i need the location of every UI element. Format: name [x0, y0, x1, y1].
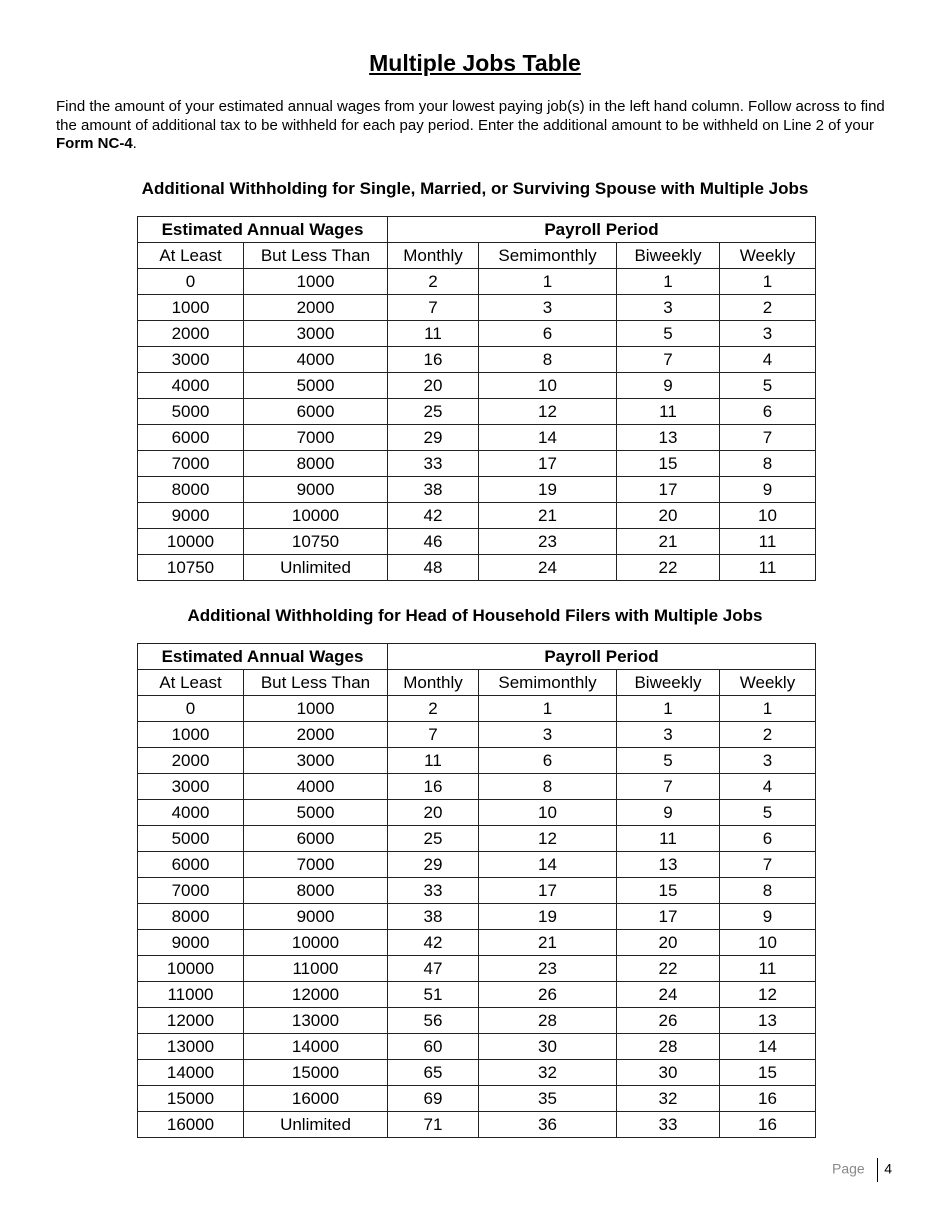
table-cell: 11 [720, 555, 816, 581]
table-cell: 7000 [244, 425, 388, 451]
table-cell: 23 [479, 956, 617, 982]
table-row [138, 425, 816, 451]
table-row [138, 800, 816, 826]
table-cell: 42 [388, 503, 479, 529]
table-cell: 2000 [244, 295, 388, 321]
table-cell: 9 [617, 373, 720, 399]
table-cell: 7 [720, 425, 816, 451]
table-row [138, 321, 816, 347]
table-cell: 5000 [138, 399, 244, 425]
table-cell: 8 [720, 878, 816, 904]
table-cell: 10 [479, 373, 617, 399]
table-cell: 13 [617, 425, 720, 451]
intro-paragraph [56, 98, 898, 154]
table-cell: 12 [479, 399, 617, 425]
table-cell: 3 [720, 321, 816, 347]
table-cell: 16 [720, 1112, 816, 1138]
table-cell: 14000 [244, 1034, 388, 1060]
table-cell: 6 [720, 826, 816, 852]
head-of-household-table [137, 643, 816, 1138]
table-cell: 5 [720, 373, 816, 399]
column-header: Biweekly [617, 670, 720, 696]
table-row [138, 722, 816, 748]
table-cell: 28 [479, 1008, 617, 1034]
table-cell: 15 [720, 1060, 816, 1086]
table-cell: 35 [479, 1086, 617, 1112]
table-cell: 10000 [244, 503, 388, 529]
table-row [138, 1112, 816, 1138]
table-cell: 11 [720, 529, 816, 555]
payroll-group-header: Payroll Period [388, 644, 816, 670]
table-cell: 15 [617, 451, 720, 477]
table-cell: 71 [388, 1112, 479, 1138]
page-label: Page [832, 1160, 865, 1177]
table-row [138, 696, 816, 722]
table-cell: 26 [617, 1008, 720, 1034]
table2-title: Additional Withholding for Head of Household Filers with Multiple Jobs [187, 606, 763, 625]
table-cell: 36 [479, 1112, 617, 1138]
table-cell: 3 [720, 748, 816, 774]
column-header-row [138, 243, 816, 269]
table-cell: 13000 [138, 1034, 244, 1060]
table-cell: 3000 [138, 347, 244, 373]
table-cell: 20 [388, 373, 479, 399]
table-cell: 7 [388, 295, 479, 321]
table-cell: 21 [479, 503, 617, 529]
column-header-row [138, 670, 816, 696]
table-cell: 9000 [138, 930, 244, 956]
table-cell: 0 [138, 269, 244, 295]
payroll-group-header: Payroll Period [388, 217, 816, 243]
column-header: Biweekly [617, 243, 720, 269]
table-cell: 20 [388, 800, 479, 826]
page-number: 4 [884, 1160, 892, 1177]
table-cell: 20 [617, 503, 720, 529]
wages-group-header: Estimated Annual Wages [138, 217, 388, 243]
table-cell: 1 [617, 696, 720, 722]
table-cell: 11 [617, 399, 720, 425]
table-cell: 7 [720, 852, 816, 878]
table-cell: 6000 [244, 826, 388, 852]
table-cell: 1 [617, 269, 720, 295]
table-cell: 12 [479, 826, 617, 852]
table-cell: 1 [720, 269, 816, 295]
table-cell: 2 [720, 295, 816, 321]
table-row [138, 451, 816, 477]
table-cell: 2 [388, 269, 479, 295]
table-cell: 28 [617, 1034, 720, 1060]
table-row [138, 1060, 816, 1086]
table-cell: 48 [388, 555, 479, 581]
table-row [138, 269, 816, 295]
table-cell: 19 [479, 477, 617, 503]
table-row [138, 1086, 816, 1112]
table-cell: 21 [617, 529, 720, 555]
table-cell: 10750 [138, 555, 244, 581]
table-cell: 7000 [244, 852, 388, 878]
footer-divider [877, 1158, 879, 1182]
table-row [138, 503, 816, 529]
column-header: At Least [138, 243, 244, 269]
form-reference: Form NC-4 [56, 135, 133, 152]
table-cell: 26 [479, 982, 617, 1008]
table-cell: 15000 [138, 1086, 244, 1112]
table-row [138, 1034, 816, 1060]
table-cell: 4 [720, 347, 816, 373]
table-cell: 16 [388, 774, 479, 800]
table-cell: 32 [617, 1086, 720, 1112]
column-header: Weekly [720, 670, 816, 696]
table-cell: 11 [388, 321, 479, 347]
table-cell: 19 [479, 904, 617, 930]
table-cell: 1000 [138, 295, 244, 321]
table-cell: 69 [388, 1086, 479, 1112]
table-cell: 9000 [138, 503, 244, 529]
table-cell: 7 [617, 774, 720, 800]
table-cell: 2000 [138, 321, 244, 347]
table-row [138, 477, 816, 503]
table-cell: 11 [388, 748, 479, 774]
table-cell: 38 [388, 477, 479, 503]
table-cell: 6000 [244, 399, 388, 425]
table-cell: 1000 [138, 722, 244, 748]
table-cell: 8000 [138, 477, 244, 503]
table-cell: 11 [720, 956, 816, 982]
table-cell: 4000 [244, 347, 388, 373]
table-cell: 16 [720, 1086, 816, 1112]
table-cell: 17 [479, 451, 617, 477]
column-header: Weekly [720, 243, 816, 269]
table-cell: 2 [720, 722, 816, 748]
table-cell: 6000 [138, 852, 244, 878]
table-cell: 3 [479, 722, 617, 748]
table-cell: 21 [479, 930, 617, 956]
table-cell: 25 [388, 826, 479, 852]
table-cell: 5000 [138, 826, 244, 852]
table-cell: 1000 [244, 269, 388, 295]
table-cell: 8000 [138, 904, 244, 930]
table-row [138, 956, 816, 982]
table-cell: 56 [388, 1008, 479, 1034]
table-cell: 30 [617, 1060, 720, 1086]
table-cell: 8 [479, 774, 617, 800]
table-cell: 38 [388, 904, 479, 930]
table-cell: 2000 [138, 748, 244, 774]
table-row [138, 555, 816, 581]
table-cell: 7 [617, 347, 720, 373]
table-cell: 6 [479, 748, 617, 774]
table-cell: 24 [479, 555, 617, 581]
table-cell: 1 [479, 269, 617, 295]
table1-title: Additional Withholding for Single, Married, or Surviving Spouse with Multiple Jobs [141, 179, 809, 198]
table-cell: 16000 [138, 1112, 244, 1138]
table-cell: 22 [617, 555, 720, 581]
column-header: But Less Than [244, 243, 388, 269]
intro-text: Find the amount of your estimated annual wages from your lowest paying job(s) in the left hand column. Follow across to find the amount of additional tax to be withheld for each pay period. Enter the additional amount to be withheld on Line 2 of your [56, 98, 885, 134]
table-cell: 24 [617, 982, 720, 1008]
table-cell: 23 [479, 529, 617, 555]
table-cell: 5 [617, 748, 720, 774]
table-cell: 16 [388, 347, 479, 373]
table-cell: Unlimited [244, 555, 388, 581]
column-header: Monthly [388, 243, 479, 269]
table-row [138, 373, 816, 399]
table-row [138, 1008, 816, 1034]
table-cell: 10000 [138, 529, 244, 555]
table-cell: 25 [388, 399, 479, 425]
table-cell: 12000 [244, 982, 388, 1008]
table-cell: 9000 [244, 477, 388, 503]
table-cell: 22 [617, 956, 720, 982]
table-cell: 2 [388, 696, 479, 722]
table-cell: 51 [388, 982, 479, 1008]
intro-end: . [132, 135, 137, 152]
table-cell: 2000 [244, 722, 388, 748]
table-row [138, 878, 816, 904]
table-cell: 15 [617, 878, 720, 904]
table-cell: 10 [720, 930, 816, 956]
table-cell: 15000 [244, 1060, 388, 1086]
column-header: Monthly [388, 670, 479, 696]
table-cell: 3000 [244, 321, 388, 347]
table-cell: 6 [479, 321, 617, 347]
table-cell: 17 [617, 904, 720, 930]
column-header: At Least [138, 670, 244, 696]
table-cell: 10 [479, 800, 617, 826]
table-cell: 6000 [138, 425, 244, 451]
table-cell: 11 [617, 826, 720, 852]
table-row [138, 852, 816, 878]
table-cell: 9 [617, 800, 720, 826]
table-cell: 3 [617, 722, 720, 748]
table-cell: 33 [388, 878, 479, 904]
table-cell: 33 [388, 451, 479, 477]
column-header: But Less Than [244, 670, 388, 696]
table-cell: 17 [617, 477, 720, 503]
table-cell: 12 [720, 982, 816, 1008]
table-cell: 42 [388, 930, 479, 956]
table-cell: 29 [388, 852, 479, 878]
table-cell: 5 [720, 800, 816, 826]
wages-group-header: Estimated Annual Wages [138, 644, 388, 670]
table-row [138, 774, 816, 800]
table-cell: Unlimited [244, 1112, 388, 1138]
table-cell: 14 [479, 852, 617, 878]
table-row [138, 295, 816, 321]
table-cell: 1 [479, 696, 617, 722]
table-cell: 4 [720, 774, 816, 800]
table-cell: 9000 [244, 904, 388, 930]
table-cell: 8000 [244, 451, 388, 477]
table-cell: 1000 [244, 696, 388, 722]
table-cell: 10000 [138, 956, 244, 982]
table-cell: 9 [720, 904, 816, 930]
table-cell: 30 [479, 1034, 617, 1060]
table-row [138, 904, 816, 930]
table-cell: 17 [479, 878, 617, 904]
table-cell: 10750 [244, 529, 388, 555]
table-cell: 32 [479, 1060, 617, 1086]
page-footer [832, 1158, 892, 1182]
table-cell: 8 [720, 451, 816, 477]
table-cell: 65 [388, 1060, 479, 1086]
table-cell: 29 [388, 425, 479, 451]
table-cell: 14 [479, 425, 617, 451]
table-cell: 13 [617, 852, 720, 878]
table-cell: 0 [138, 696, 244, 722]
table-row [138, 529, 816, 555]
table-cell: 3 [479, 295, 617, 321]
table-cell: 3000 [138, 774, 244, 800]
table-cell: 5 [617, 321, 720, 347]
table-cell: 5000 [244, 373, 388, 399]
table-cell: 13000 [244, 1008, 388, 1034]
table-cell: 9 [720, 477, 816, 503]
table-cell: 12000 [138, 1008, 244, 1034]
table-cell: 4000 [138, 373, 244, 399]
table-row [138, 826, 816, 852]
table-cell: 3000 [244, 748, 388, 774]
table-cell: 16000 [244, 1086, 388, 1112]
group-header-row [138, 217, 816, 243]
table-cell: 6 [720, 399, 816, 425]
table-cell: 7000 [138, 878, 244, 904]
table-row [138, 748, 816, 774]
table-cell: 33 [617, 1112, 720, 1138]
column-header: Semimonthly [479, 670, 617, 696]
single-married-table [137, 216, 816, 581]
table-cell: 60 [388, 1034, 479, 1060]
table-row [138, 930, 816, 956]
table-cell: 46 [388, 529, 479, 555]
table-cell: 7 [388, 722, 479, 748]
table-row [138, 982, 816, 1008]
group-header-row [138, 644, 816, 670]
table-cell: 47 [388, 956, 479, 982]
table-cell: 11000 [138, 982, 244, 1008]
page-title: Multiple Jobs Table [369, 50, 581, 76]
table-cell: 4000 [138, 800, 244, 826]
table-cell: 3 [617, 295, 720, 321]
table-cell: 5000 [244, 800, 388, 826]
column-header: Semimonthly [479, 243, 617, 269]
table-cell: 11000 [244, 956, 388, 982]
table-cell: 7000 [138, 451, 244, 477]
table-cell: 4000 [244, 774, 388, 800]
table-row [138, 399, 816, 425]
table-cell: 8000 [244, 878, 388, 904]
table-cell: 10 [720, 503, 816, 529]
table-cell: 20 [617, 930, 720, 956]
table-cell: 14000 [138, 1060, 244, 1086]
table-cell: 8 [479, 347, 617, 373]
table-row [138, 347, 816, 373]
table-cell: 13 [720, 1008, 816, 1034]
table-cell: 10000 [244, 930, 388, 956]
table-cell: 1 [720, 696, 816, 722]
table-cell: 14 [720, 1034, 816, 1060]
